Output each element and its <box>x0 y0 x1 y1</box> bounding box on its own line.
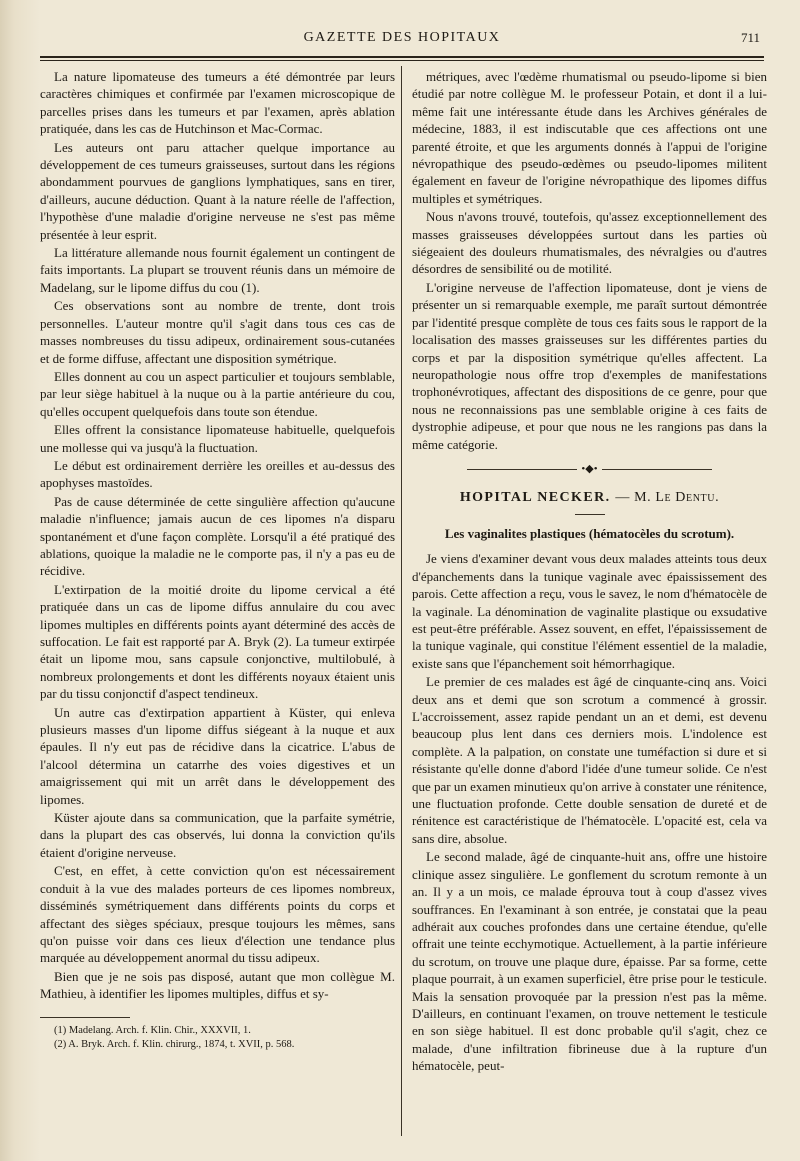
paragraph: Küster ajoute dans sa communication, que la parfaite symétrie, dans la plupart des cas observés, lui donna la conviction qu'ils étaient d'origine nerveuse. <box>40 810 395 860</box>
paragraph: L'extirpation de la moitié droite du lipome cervical a été pratiquée dans un cas de lipome diffus annulaire du cou avec lipomes multiples en différents points ayant déterminé des accès de suffocation. Le fait est rapporté par A. Bryk (2). La tumeur extirpée était un lipome mou, sans capsule conjonctive, multilobulé, à nombreux prolongements et dont les différents noyaux étaient unis par du tissu conjonctif d'aspect tendineux. <box>40 581 395 702</box>
right-column <box>412 68 767 1076</box>
paragraph: Bien que je ne sois pas disposé, autant que mon collègue M. Mathieu, à identifier les lipomes multiples, diffus et sy- <box>40 968 395 1002</box>
ornament-line <box>467 469 577 470</box>
paragraph: La nature lipomateuse des tumeurs a été démontrée par leurs caractères chimiques et confirmée par l'examen microscopique de parcelles prises dans les tumeurs et par l'examen, après ablation pratiquée, dans les cas de Hutchinson et Mac-Cormac. <box>40 69 395 137</box>
paragraph: Je viens d'examiner devant vous deux malades atteints tous deux d'épanchements dans la tunique vaginale avec épaississement des parois. Cette affection a reçu, vous le savez, le nom d'hématocèle de la vaginale. La dénomination de vaginalite plastique ou exsudative est peut-être préférable. Assez souvent, en effet, l'épaississement de la tunique vaginale, qui constitue l'élément essentiel de la maladie, existe sans que l'épanchement soit hémorrhagique. <box>412 551 767 671</box>
paragraph: Le début est ordinairement derrière les oreilles et au-dessus des apophyses mastoïdes. <box>40 457 395 491</box>
paragraph: Pas de cause déterminée de cette singulière affection qu'aucune maladie n'influence; jamais aucun de ces lipomes n'a disparu spontanément et d'une façon complète. Lorsqu'il a été pratiqué des ablations, quoique la maladie ne le comporte pas, il n'y a pas eu de récidive. <box>40 493 395 579</box>
section-heading <box>412 489 767 506</box>
column-divider <box>401 66 402 1136</box>
footnote: (2) A. Bryk. Arch. f. Klin. chirurg., 1874, t. XVII, p. 568. <box>54 1038 295 1050</box>
paragraph: Elles offrent la consistance lipomateuse habituelle, quelquefois une mollesse qui va jusqu'à la fluctuation. <box>40 422 395 455</box>
paragraph: Le second malade, âgé de cinquante-huit ans, offre une histoire clinique assez singulière. Le gonflement du scrotum remonte à un an. Il y a un mois, ce malade éprouva tout à coup d'assez vives souffrances. En l'examinant à son entrée, je constatai que la peau adhérait aux couches profondes dans une certaine étendue, qu'elle offrait une teinte ecchymotique. Actuellement, à la partie inférieure du scrotum, on trouve une plaque dure, épaisse. Par sa forme, cette plaque pourrait, à un examen superficiel, être prise pour le testicule. Mais la sensation provoquée par la pression n'est pas la même. D'ailleurs, en continuant l'examen, on trouve nettement le testicule en son siège habituel. Il est donc probable qu'il s'agit, chez ce malade, d'une infiltration fibrineuse due à la rupture d'un hématocèle, peut- <box>412 849 767 1074</box>
section-author: — M. Le Dentu. <box>615 489 720 505</box>
paragraph: La littérature allemande nous fournit également un contingent de faits importants. La plupart se trouvent réunis dans un mémoire de Madelang, sur le lipome diffus du cou (1). <box>40 245 395 295</box>
paragraph: Un autre cas d'extirpation appartient à Küster, qui enleva plusieurs masses d'un lipome diffus siégeant à la nuque et aux épaules. Il n'y eut pas de récidive dans la cicatrice. L'abus de l'alcool détermina un catarrhe des voies digestives et un amaigrissement qui mit un arrêt dans le développement des lipomes. <box>40 704 395 807</box>
page-header <box>40 22 764 52</box>
short-rule <box>575 514 605 515</box>
paragraph: métriques, avec l'œdème rhumatismal ou pseudo-lipome si bien étudié par notre collègue M. le professeur Potain, et dont il a lui-même fait une intéressante étude dans les Archives générales de médecine, 1883, il est indiscutable que ces affections ont une parenté étroite, et que les arguments donnés à l'appui de l'origine névropathique des pseudo-œdèmes ou pseudo-lipomes militent également en faveur de l'origine névropathique des lipomes diffus multiples et symétriques. <box>412 69 767 206</box>
section-ornament <box>412 461 767 479</box>
page-number: 711 <box>740 30 760 45</box>
ornament-line <box>602 469 712 470</box>
footnote: (1) Madelang. Arch. f. Klin. Chir., XXXVII, 1. <box>54 1024 251 1036</box>
ornament-mark-icon: •◆• <box>581 462 598 475</box>
lecture-title: Les vaginalites plastiques (hématocèles du scrotum). <box>444 525 735 541</box>
hospital-name: HOPITAL NECKER. <box>459 489 611 505</box>
paragraph: C'est, en effet, à cette conviction qu'on est nécessairement conduit à la vue des malades porteurs de ces lipomes nombreux, disséminés symétriquement dans différents points du corps et affectant des sièges spéciaux, presque toujours les mêmes, sans qu'on puisse voir dans ces lieux d'élection une tendance plus marquée au développement anormal du tissu adipeux. <box>40 863 395 966</box>
header-rule <box>40 56 764 61</box>
footnote-rule <box>40 1017 130 1018</box>
paragraph: Nous n'avons trouvé, toutefois, qu'assez exceptionnellement des masses graisseuses développées surtout dans les parties où siégeaient des douleurs rhumatismales, des névralgies ou d'autres désordres de sensibilité ou de motilité. <box>412 209 767 277</box>
paragraph: Ces observations sont au nombre de trente, dont trois personnelles. L'auteur montre qu'il s'agit dans tous ces cas de masses nombreuses du tissu adipeux, ordinairement sous-cutanées et de forme diffuse, affectant une disposition symétrique. <box>40 298 395 366</box>
running-title: GAZETTE DES HOPITAUX <box>303 30 501 45</box>
paragraph: L'origine nerveuse de l'affection lipomateuse, dont je viens de présenter un si remarquable exemple, me paraît surtout démontrée par l'identité presque complète de tous ces faits sous le rapport de la localisation des masses graisseuses sur les différentes parties du corps et par la disposition symétrique qu'elles affectent. La neuropathologie nous offre trop d'exemples de manifestations trophonévrotiques, affectant des dispositions de ce genre, pour que nous ne reconnaissions pas une semblable origine à ces faits de dystrophie adipeuse, et pour que nous ne les rangions pas dans la même catégorie. <box>412 279 767 452</box>
paragraph: Le premier de ces malades est âgé de cinquante-cinq ans. Voici deux ans et demi que son scrotum a commencé à grossir. L'accroissement, assez rapide pendant un an et demi, est devenu beaucoup plus lent dans ces derniers mois. L'indolence est complète. A la palpation, on constate une tuméfaction si dure et si résistante qu'elle donne d'abord l'idée d'une tumeur solide. Ce n'est que par un examen minutieux qu'on arrive à constater une rénitence, une fluctuation profonde. Cette double sensation de dureté et de rénitence est caractéristique de l'hématocèle. L'opacité est, cela va sans dire, absolue. <box>412 674 768 846</box>
paragraph: Les auteurs ont paru attacher quelque importance au développement de ces tumeurs graisseuses, surtout dans les régions abondamment pourvues de ganglions lymphatiques, sans en tirer, d'ailleurs, aucune déduction. Quant à la nature réelle de l'affection, l'hypothèse d'une maladie d'origine nerveuse ne s'est pas même présentée à leur esprit. <box>40 139 395 242</box>
paragraph: Elles donnent au cou un aspect particulier et toujours semblable, par leur siège habituel à la nuque ou à la partie antérieure du cou, qu'elles occupent quelquefois dans toute son étendue. <box>40 368 395 419</box>
left-column <box>40 68 395 1052</box>
